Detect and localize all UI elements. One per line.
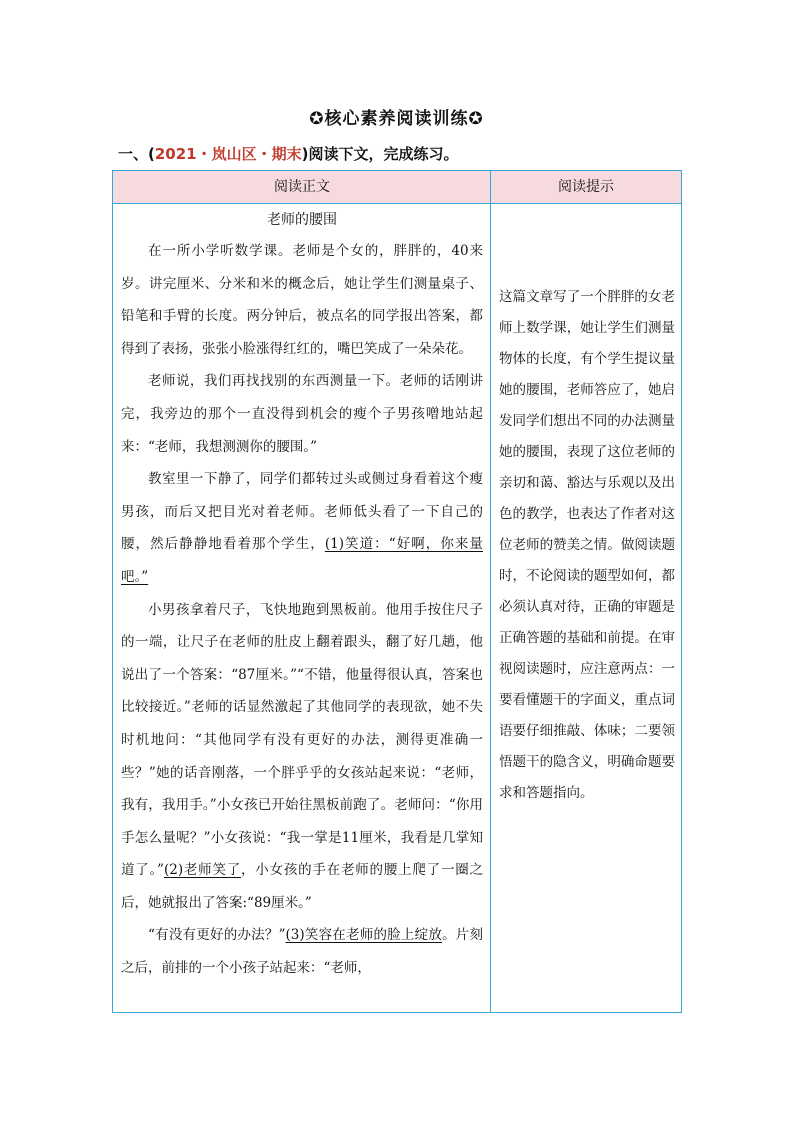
header-reading-hint: 阅读提示 (558, 179, 614, 195)
article-title: 老师的腰围 (267, 212, 337, 228)
article-paragraph-1: 在一所小学听数学课。老师是个女的，胖胖的，40来岁。讲完厘米、分米和米的概念后，她让学生们测量桌子、铅笔和手臂的长度。两分钟后，被点名的同学报出答案，都得到了表扬，张张小脸涨得红红的，嘴巴笑成了一朵朵花。 (121, 243, 483, 357)
question-source: 2021・岚山区・期末 (154, 145, 302, 163)
reading-table (112, 170, 682, 1013)
paragraph-5-text: “有没有更好的办法？” (148, 927, 286, 944)
hint-column: 这篇文章写了一个胖胖的女老师上数学课，她让学生们测量物体的长度，有个学生提议量她的腰围，老师答应了，她启发同学们想出不同的办法测量她的腰围，表现了这位老师的亲切和蔼、豁达与乐观以及出色的教学，也表达了作者对这位老师的赞美之情。做阅读题时，不论阅读的题型如何，都必须认真对待，正确的审题是正确答题的基础和前提。在审视阅读题时，应注意两点：一要看懂题干的字面义，重点词语要仔细推敲、体味；二要领悟题干的隐含义，明确命题要求和答题指向。 (499, 289, 675, 801)
column-divider (490, 171, 491, 1012)
underlined-phrase-3: (3)笑容在老师的脸上绽放 (285, 927, 443, 944)
article-paragraph-3 (121, 463, 483, 593)
paragraph-5-text-end: 。片刻之后，前排的一个小孩子站起来：“老师， (121, 927, 484, 977)
question-prefix: 一、( (118, 145, 155, 163)
paragraph-3-text: 教室里一下静了，同学们都转过头或侧过身看着这个瘦男孩，而后又把目光对着老师。老师低头看了一下自己的腰，然后静静地看着那个学生， (121, 471, 483, 553)
article-column (121, 207, 483, 985)
paragraph-4-text-end: ，小女孩的手在老师的腰上爬了一圈之后，她就报出了答案:“89厘米。” (121, 862, 484, 911)
table-header (113, 171, 681, 204)
article-paragraph-4 (121, 594, 483, 920)
paragraph-4-text: 小男孩拿着尺子，飞快地跑到黑板前。他用手按住尺子的一端，让尺子在老师的肚皮上翻着跟头，翻了好几趟，他说出了一个答案：“87厘米。”“不错，他量得很认真，答案也比较接近。”老师的话显然激起了其他同学的表现欲，她不失时机地问：“其他同学有没有更好的办法，测得更准确一些？”她的话音刚落，一个胖乎乎的女孩站起来说：“老师，我有，我用手。”小女孩已开始往黑板前跑了。老师问：“你用手怎么量呢？”小女孩说：“我一掌是11厘米，我看是几掌知道了。” (121, 601, 483, 879)
question-instruction: )阅读下文，完成练习。 (301, 145, 459, 163)
header-reading-text: 阅读正文 (274, 179, 330, 195)
underlined-phrase-1: (1)笑道：“好啊，你来量吧。” (121, 536, 483, 585)
question-heading (118, 143, 458, 164)
underlined-phrase-2: (2)老师笑了 (164, 862, 242, 879)
article-paragraph-2: 老师说，我们再找找别的东西测量一下。老师的话刚讲完，我旁边的那个一直没得到机会的瘦个子男孩噌地站起来：“老师，我想测测你的腰围。” (121, 373, 483, 455)
page-title: ✪核心素养阅读训练✪ (309, 109, 484, 129)
article-paragraph-5 (121, 919, 483, 984)
